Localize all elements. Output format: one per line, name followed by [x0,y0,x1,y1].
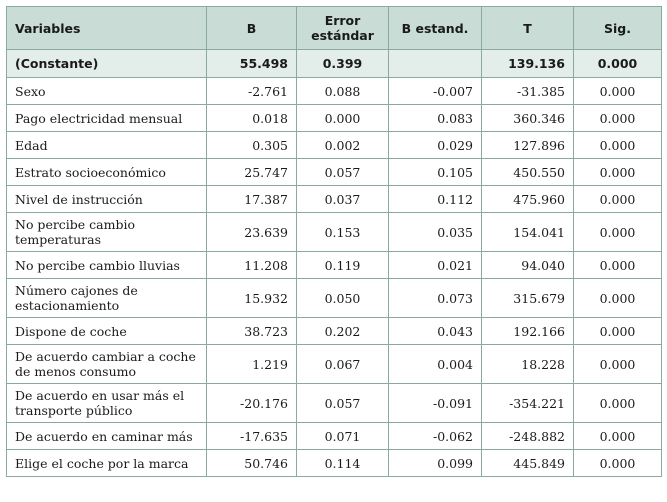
cell-b-std [389,50,482,78]
cell-b: 11.208 [207,252,297,279]
cell-b-std: 0.099 [389,450,482,477]
cell-t: 360.346 [482,105,574,132]
table-row [7,318,662,345]
cell-b-std: -0.007 [389,78,482,105]
table-header [7,7,662,50]
cell-label: Estrato socioeconómico [7,159,207,186]
cell-sig: 0.000 [574,345,662,384]
table-row [7,159,662,186]
cell-t: 192.166 [482,318,574,345]
cell-sig: 0.000 [574,78,662,105]
cell-b: 38.723 [207,318,297,345]
cell-label: De acuerdo cambiar a coche de menos consumo [7,345,207,384]
cell-error: 0.119 [297,252,389,279]
cell-b: -20.176 [207,384,297,423]
cell-t: 450.550 [482,159,574,186]
cell-t: 445.849 [482,450,574,477]
cell-b-std: 0.112 [389,186,482,213]
table-row [7,450,662,477]
cell-label: Sexo [7,78,207,105]
constant-row [7,50,662,78]
cell-b: 17.387 [207,186,297,213]
cell-t: 475.960 [482,186,574,213]
table-row [7,279,662,318]
table-body [7,50,662,477]
header-t: T [482,7,574,50]
cell-b: 23.639 [207,213,297,252]
table-row [7,213,662,252]
cell-t: 139.136 [482,50,574,78]
header-b: B [207,7,297,50]
cell-label: De acuerdo en usar más el transporte público [7,384,207,423]
header-b-std: B estand. [389,7,482,50]
table-row [7,132,662,159]
cell-sig: 0.000 [574,279,662,318]
table-row [7,252,662,279]
cell-t: 94.040 [482,252,574,279]
cell-label: De acuerdo en caminar más [7,423,207,450]
cell-error: 0.153 [297,213,389,252]
cell-t: 18.228 [482,345,574,384]
table-row [7,345,662,384]
cell-error: 0.071 [297,423,389,450]
cell-b-std: -0.062 [389,423,482,450]
cell-label: Dispone de coche [7,318,207,345]
cell-error: 0.399 [297,50,389,78]
cell-b-std: 0.035 [389,213,482,252]
cell-sig: 0.000 [574,132,662,159]
table-row [7,384,662,423]
cell-t: 154.041 [482,213,574,252]
cell-b: 15.932 [207,279,297,318]
cell-label: (Constante) [7,50,207,78]
cell-b-std: 0.073 [389,279,482,318]
cell-b: -2.761 [207,78,297,105]
cell-b-std: 0.043 [389,318,482,345]
cell-b: 0.018 [207,105,297,132]
cell-t: -354.221 [482,384,574,423]
cell-t: 315.679 [482,279,574,318]
cell-label: No percibe cambio temperaturas [7,213,207,252]
cell-error: 0.088 [297,78,389,105]
table-row [7,78,662,105]
cell-error: 0.002 [297,132,389,159]
cell-t: -31.385 [482,78,574,105]
cell-label: No percibe cambio lluvias [7,252,207,279]
cell-t: 127.896 [482,132,574,159]
cell-sig: 0.000 [574,318,662,345]
cell-t: -248.882 [482,423,574,450]
cell-error: 0.057 [297,159,389,186]
cell-b: 1.219 [207,345,297,384]
cell-b: 0.305 [207,132,297,159]
cell-error: 0.114 [297,450,389,477]
cell-b-std: -0.091 [389,384,482,423]
table-row [7,186,662,213]
cell-error: 0.037 [297,186,389,213]
cell-sig: 0.000 [574,423,662,450]
cell-label: Pago electricidad mensual [7,105,207,132]
cell-sig: 0.000 [574,50,662,78]
cell-b: -17.635 [207,423,297,450]
header-error: Error estándar [297,7,389,50]
cell-error: 0.202 [297,318,389,345]
cell-b: 55.498 [207,50,297,78]
cell-sig: 0.000 [574,252,662,279]
cell-label: Número cajones de estacionamiento [7,279,207,318]
cell-label: Elige el coche por la marca [7,450,207,477]
cell-b: 50.746 [207,450,297,477]
regression-table [6,6,662,477]
cell-b-std: 0.105 [389,159,482,186]
cell-error: 0.050 [297,279,389,318]
cell-b-std: 0.029 [389,132,482,159]
header-sig: Sig. [574,7,662,50]
cell-error: 0.067 [297,345,389,384]
cell-label: Nivel de instrucción [7,186,207,213]
cell-b: 25.747 [207,159,297,186]
cell-sig: 0.000 [574,384,662,423]
cell-label: Edad [7,132,207,159]
cell-error: 0.057 [297,384,389,423]
cell-sig: 0.000 [574,450,662,477]
cell-b-std: 0.004 [389,345,482,384]
cell-b-std: 0.083 [389,105,482,132]
cell-sig: 0.000 [574,105,662,132]
cell-error: 0.000 [297,105,389,132]
table-row [7,105,662,132]
cell-b-std: 0.021 [389,252,482,279]
cell-sig: 0.000 [574,159,662,186]
cell-sig: 0.000 [574,213,662,252]
table-row [7,423,662,450]
cell-sig: 0.000 [574,186,662,213]
header-variables: Variables [7,7,207,50]
